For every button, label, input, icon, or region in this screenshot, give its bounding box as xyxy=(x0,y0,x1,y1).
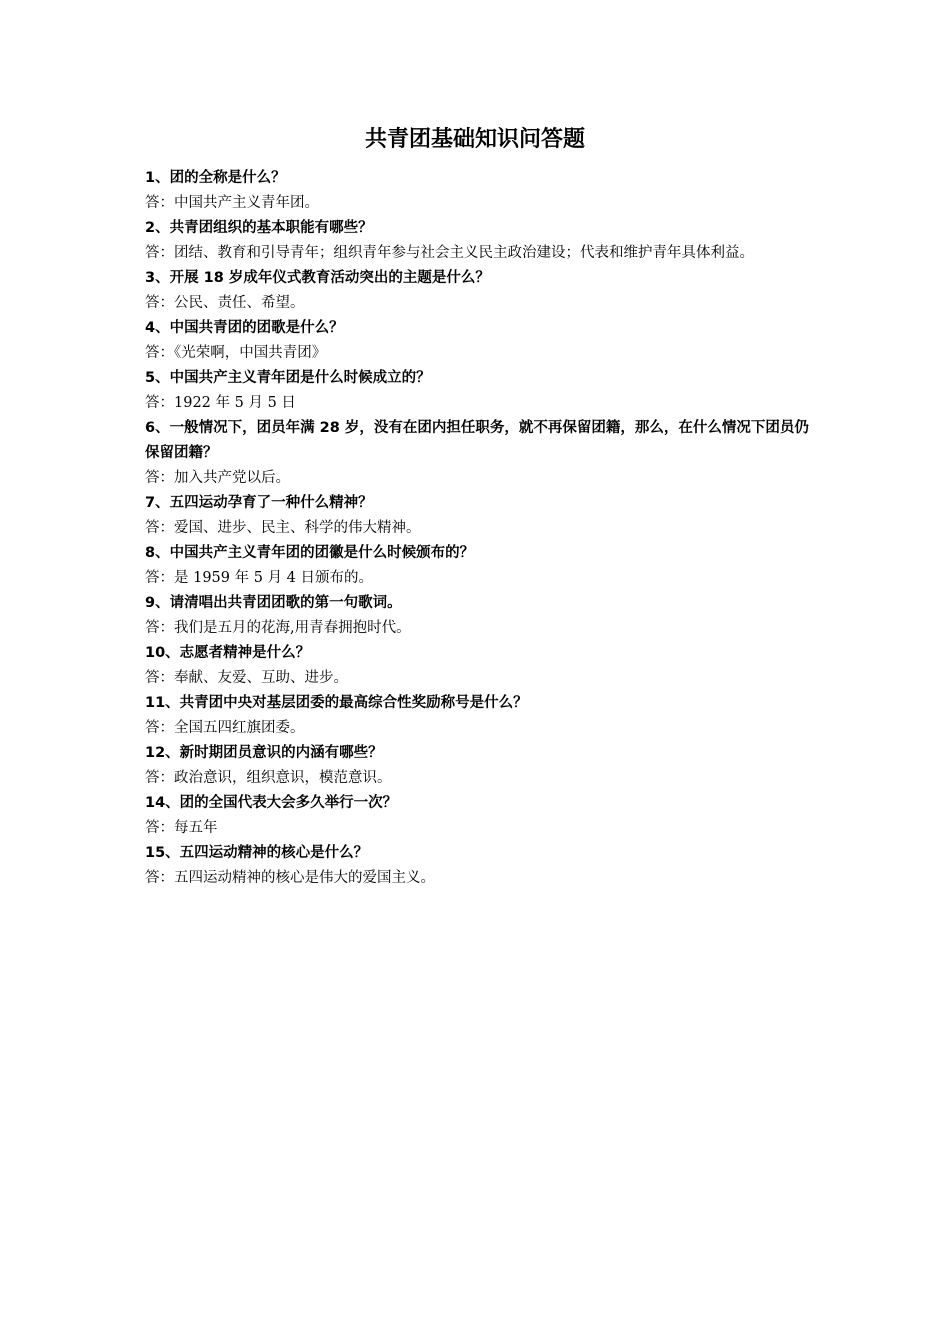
question-3: 3、开展 18 岁成年仪式教育活动突出的主题是什么？ xyxy=(145,270,490,286)
qa-item-8 xyxy=(145,541,813,591)
qa-item-7 xyxy=(145,491,813,541)
qa-item-11 xyxy=(145,691,813,741)
answer-6: 答：加入共产党以后。 xyxy=(145,470,290,486)
qa-item-5 xyxy=(145,366,813,416)
question-1: 1、团的全称是什么？ xyxy=(145,170,286,186)
qa-item-10 xyxy=(145,641,813,691)
question-7: 7、五四运动孕育了一种什么精神？ xyxy=(145,495,373,511)
qa-item-6 xyxy=(145,416,813,491)
answer-12: 答：政治意识，组织意识，模范意识。 xyxy=(145,770,392,786)
qa-list xyxy=(145,166,813,891)
qa-item-9 xyxy=(145,591,813,641)
answer-5: 答：1922 年 5 月 5 日 xyxy=(145,395,296,411)
answer-7: 答：爱国、进步、民主、科学的伟大精神。 xyxy=(145,520,421,536)
answer-1: 答：中国共产主义青年团。 xyxy=(145,195,319,211)
answer-9: 答：我们是五月的花海,用青春拥抱时代。 xyxy=(145,620,411,636)
question-11: 11、共青团中央对基层团委的最高综合性奖励称号是什么？ xyxy=(145,695,528,711)
answer-14: 答：每五年 xyxy=(145,820,218,836)
qa-item-4 xyxy=(145,316,813,366)
question-4: 4、中国共青团的团歌是什么？ xyxy=(145,320,344,336)
qa-item-3 xyxy=(145,266,813,316)
qa-item-15 xyxy=(145,841,813,891)
question-5: 5、中国共产主义青年团是什么时候成立的？ xyxy=(145,370,431,386)
answer-10: 答：奉献、友爱、互助、进步。 xyxy=(145,670,348,686)
answer-15: 答：五四运动精神的核心是伟大的爱国主义。 xyxy=(145,870,435,886)
question-15: 15、五四运动精神的核心是什么？ xyxy=(145,845,369,861)
answer-11: 答：全国五四红旗团委。 xyxy=(145,720,305,736)
answer-8: 答：是 1959 年 5 月 4 日颁布的。 xyxy=(145,570,374,586)
question-9: 9、请清唱出共青团团歌的第一句歌词。 xyxy=(145,595,402,611)
question-14: 14、团的全国代表大会多久举行一次？ xyxy=(145,795,398,811)
qa-item-14 xyxy=(145,791,813,841)
question-10: 10、志愿者精神是什么？ xyxy=(145,645,311,661)
qa-item-12 xyxy=(145,741,813,791)
answer-2: 答：团结、教育和引导青年；组织青年参与社会主义民主政治建设；代表和维护青年具体利益。 xyxy=(145,245,754,261)
page-title: 共青团基础知识问答题 xyxy=(364,127,585,152)
question-2: 2、共青团组织的基本职能有哪些？ xyxy=(145,220,373,236)
qa-item-2 xyxy=(145,216,813,266)
answer-4: 答：《光荣啊，中国共青团》 xyxy=(145,345,327,361)
question-8: 8、中国共产主义青年团的团徽是什么时候颁布的？ xyxy=(145,545,475,561)
question-6: 6、一般情况下，团员年满 28 岁，没有在团内担任职务，就不再保留团籍，那么，在什么情况下团员仍保留团籍？ xyxy=(145,420,809,461)
question-12: 12、新时期团员意识的内涵有哪些？ xyxy=(145,745,383,761)
qa-item-1 xyxy=(145,166,813,216)
answer-3: 答：公民、责任、希望。 xyxy=(145,295,305,311)
